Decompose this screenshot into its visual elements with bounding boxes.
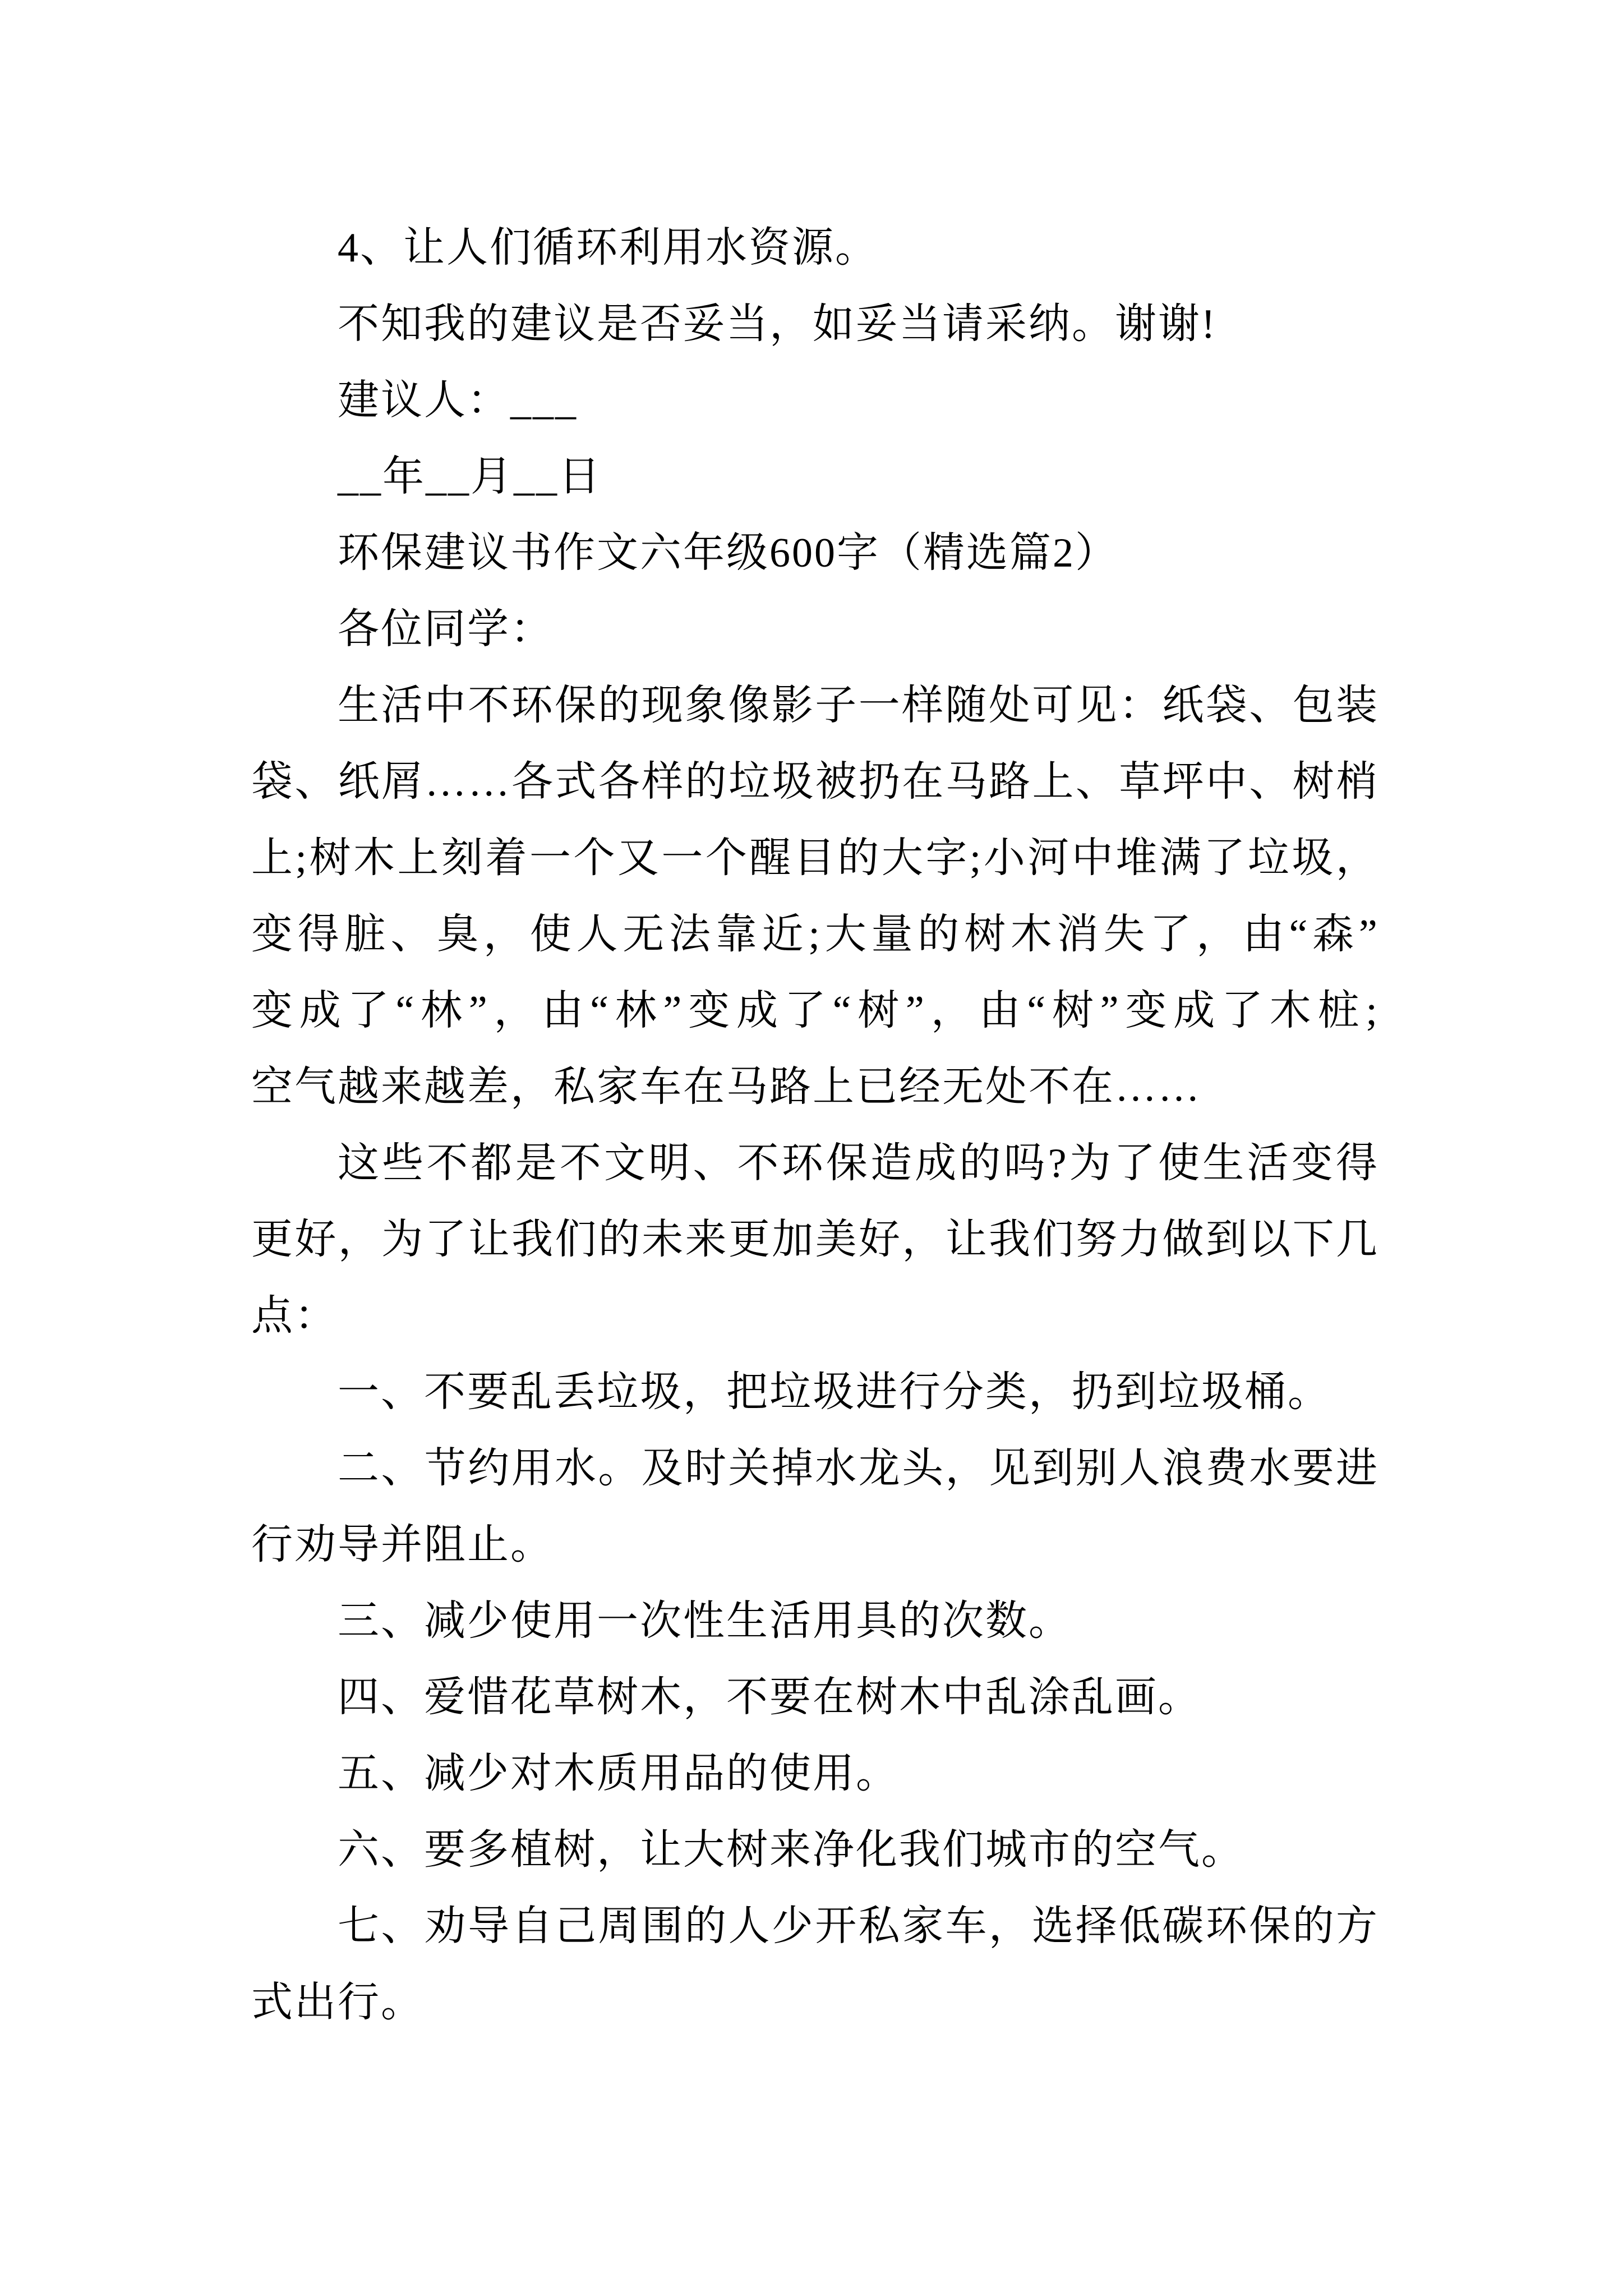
text-char: 的 <box>1292 1903 1334 1949</box>
text-char: “ <box>832 988 851 1034</box>
text-char: 生 <box>1202 1140 1244 1186</box>
text-char: 垃 <box>728 759 770 805</box>
text-char: 文 <box>604 1140 646 1186</box>
text-char: 上 <box>1032 759 1074 805</box>
text-char: 梢 <box>1335 759 1377 805</box>
text-char: 见 <box>1075 683 1117 729</box>
text-char: 上 <box>397 835 439 881</box>
text-line <box>251 1888 1377 1964</box>
text-char: 低 <box>1119 1903 1161 1949</box>
text-char: ， <box>988 1903 1030 1949</box>
text-char: 森 <box>1312 912 1354 958</box>
text-char: 时 <box>685 1446 727 1492</box>
text-char: 了 <box>784 988 826 1034</box>
text-char: ? <box>1048 1140 1067 1186</box>
text-char: 使 <box>1158 1140 1200 1186</box>
text-char: 车 <box>945 1903 987 1949</box>
text-char: 好 <box>294 1217 336 1263</box>
text-char: 己 <box>554 1903 596 1949</box>
text-line: 不知我的建议是否妥当，如妥当请采纳。谢谢! <box>338 301 1217 347</box>
text-char: 纸 <box>338 759 380 805</box>
text-char: 个 <box>573 835 615 881</box>
text-char: 一 <box>858 683 900 729</box>
text-line: 三、减少使用一次性生活用具的次数。 <box>338 1598 1072 1644</box>
text-char: 及 <box>641 1446 683 1492</box>
text-char: 的 <box>598 683 640 729</box>
text-char: 装 <box>1335 683 1377 729</box>
text-char: 方 <box>1335 1903 1377 1949</box>
text-char: 上 <box>251 835 293 881</box>
text-char: 头 <box>902 1446 944 1492</box>
text-line: 建议人：___ <box>338 378 578 424</box>
text-char: 在 <box>902 759 944 805</box>
text-char: 的 <box>959 1140 1001 1186</box>
text-char: 不 <box>426 1140 468 1186</box>
text-line: 一、不要乱丢垃圾，把垃圾进行分类，扔到垃圾桶。 <box>338 1369 1331 1415</box>
text-char: 变 <box>1291 1140 1333 1186</box>
text-char: 都 <box>471 1140 513 1186</box>
text-char: 变 <box>1125 988 1167 1034</box>
text-char: 得 <box>1335 1140 1377 1186</box>
text-char: 用 <box>511 1446 553 1492</box>
text-char: 马 <box>945 759 987 805</box>
text-char: 的 <box>917 912 960 958</box>
text-char: 活 <box>1247 1140 1289 1186</box>
text-char: 堆 <box>1115 835 1158 881</box>
text-char: 加 <box>772 1217 814 1263</box>
text-line: 各位同学： <box>338 606 554 652</box>
text-char: 中 <box>1205 759 1247 805</box>
text-char: … <box>468 759 510 805</box>
text-char: ， <box>338 1217 380 1263</box>
text-char: 纸 <box>1162 683 1204 729</box>
text-char: 成 <box>1173 988 1215 1034</box>
text-char: 成 <box>299 988 341 1034</box>
text-char: 好 <box>859 1217 901 1263</box>
text-char: 进 <box>1335 1446 1377 1492</box>
text-char: 更 <box>728 1217 770 1263</box>
text-char: 醒 <box>749 835 791 881</box>
text-line <box>251 1430 1377 1507</box>
text-char: 一 <box>529 835 571 881</box>
text-char: 吗 <box>1003 1140 1045 1186</box>
text-char: ” <box>906 988 924 1034</box>
text-line: 式出行。 <box>251 1980 424 2026</box>
text-line <box>251 744 1377 820</box>
text-char: ” <box>468 988 487 1034</box>
text-char: 环 <box>1205 1903 1247 1949</box>
text-char: ， <box>902 1217 944 1263</box>
text-char: 臭 <box>437 912 479 958</box>
text-char: ; <box>295 835 307 881</box>
text-char: 木 <box>1010 912 1052 958</box>
text-char: 、 <box>693 1140 735 1186</box>
text-char: 各 <box>511 759 554 805</box>
text-char: 见 <box>988 1446 1030 1492</box>
text-char: 被 <box>815 759 857 805</box>
text-char: 中 <box>424 683 466 729</box>
text-char: 不 <box>559 1140 601 1186</box>
text-char: 成 <box>915 1140 957 1186</box>
text-char: 明 <box>648 1140 690 1186</box>
text-char: 、 <box>1249 683 1291 729</box>
text-char: 下 <box>1292 1217 1334 1263</box>
text-char: 可 <box>1032 683 1074 729</box>
text-char: 满 <box>1159 835 1201 881</box>
text-char: “ <box>1027 988 1046 1034</box>
text-char: 、 <box>390 912 432 958</box>
text-char: 来 <box>685 1217 727 1263</box>
text-char: 样 <box>902 683 944 729</box>
text-char: 浪 <box>1162 1446 1204 1492</box>
text-char: 子 <box>815 683 857 729</box>
text-char: 、 <box>1075 759 1117 805</box>
text-char: 周 <box>598 1903 640 1949</box>
text-char: 不 <box>468 683 510 729</box>
text-char: ; <box>969 835 981 881</box>
text-char: 费 <box>1205 1446 1247 1492</box>
text-char: 美 <box>815 1217 857 1263</box>
text-char: 劝 <box>424 1903 466 1949</box>
text-char: 随 <box>945 683 987 729</box>
text-char: 私 <box>858 1903 900 1949</box>
text-char: 大 <box>824 912 866 958</box>
text-char: 、 <box>381 1446 423 1492</box>
text-char: 要 <box>1292 1446 1334 1492</box>
text-char: ” <box>1358 912 1377 958</box>
text-char: 、 <box>1249 759 1291 805</box>
text-char: 未 <box>642 1217 684 1263</box>
text-char: 草 <box>1119 759 1161 805</box>
text-line: 环保建议书作文六年级600字（精选篇2） <box>338 530 1118 576</box>
text-char: 导 <box>468 1903 510 1949</box>
text-char: 。 <box>598 1446 640 1492</box>
text-line: 四、爱惜花草树木，不要在树木中乱涂乱画。 <box>338 1674 1201 1720</box>
text-char: 袋 <box>1205 683 1247 729</box>
text-block <box>251 210 1377 2041</box>
text-char: “ <box>590 988 608 1034</box>
text-char: 活 <box>381 683 423 729</box>
text-char: 努 <box>1075 1217 1117 1263</box>
text-char: 河 <box>1027 835 1069 881</box>
text-char: 节 <box>424 1446 466 1492</box>
text-char: 到 <box>1205 1217 1247 1263</box>
text-char: 路 <box>989 759 1031 805</box>
text-char: 保 <box>826 1140 868 1186</box>
text-char: 掉 <box>771 1446 813 1492</box>
text-char: 择 <box>1075 1903 1117 1949</box>
text-char: 个 <box>705 835 747 881</box>
text-char: 靠 <box>715 912 757 958</box>
text-char: 们 <box>1032 1217 1074 1263</box>
text-line <box>251 1202 1377 1278</box>
text-line: 点： <box>251 1293 338 1339</box>
text-char: 家 <box>902 1903 944 1949</box>
text-char: 现 <box>641 683 683 729</box>
text-char: 些 <box>382 1140 424 1186</box>
text-char: 失 <box>1103 912 1145 958</box>
text-char: 圾 <box>772 759 814 805</box>
text-char: ; <box>1366 988 1377 1034</box>
text-char: 我 <box>511 1217 554 1263</box>
text-char: 得 <box>297 912 339 958</box>
text-char: 树 <box>309 835 351 881</box>
text-char: 造 <box>870 1140 912 1186</box>
text-line: 行劝导并阻止。 <box>251 1522 554 1568</box>
text-char: ， <box>1196 912 1238 958</box>
text-char: 自 <box>511 1903 553 1949</box>
text-char: 像 <box>728 683 770 729</box>
text-char: 人 <box>1119 1446 1161 1492</box>
text-char: 人 <box>576 912 618 958</box>
text-char: 刻 <box>441 835 483 881</box>
text-char: 处 <box>988 683 1030 729</box>
text-char: 围 <box>641 1903 683 1949</box>
text-char: 变 <box>251 988 293 1034</box>
text-char: 做 <box>1162 1217 1204 1263</box>
text-char: 大 <box>881 835 923 881</box>
text-char: 了 <box>347 988 389 1034</box>
text-char: 字 <box>925 835 967 881</box>
text-char: 力 <box>1119 1217 1161 1263</box>
text-char: 七 <box>338 1903 379 1949</box>
text-char: 由 <box>1242 912 1284 958</box>
text-char: 桩 <box>1317 988 1359 1034</box>
text-char: 保 <box>1249 1903 1291 1949</box>
text-char: 消 <box>1057 912 1099 958</box>
text-char: 木 <box>353 835 395 881</box>
text-char: 脏 <box>344 912 386 958</box>
text-char: 各 <box>598 759 640 805</box>
text-char: 中 <box>1071 835 1113 881</box>
text-char: 影 <box>771 683 813 729</box>
text-line: 空气越来越差，私家车在马路上已经无处不在…… <box>251 1064 1201 1110</box>
text-char: 法 <box>669 912 711 958</box>
text-char: “ <box>395 988 414 1034</box>
text-char: 扔 <box>859 759 901 805</box>
text-char: ， <box>494 988 536 1034</box>
text-line: 六、要多植树，让大树来净化我们城市的空气。 <box>338 1827 1244 1873</box>
text-char: 由 <box>542 988 584 1034</box>
text-char: 包 <box>1292 683 1334 729</box>
text-char: 圾 <box>1292 835 1334 881</box>
text-char: 生 <box>338 683 379 729</box>
text-char: 一 <box>661 835 703 881</box>
text-char: 、 <box>294 759 336 805</box>
text-char: 的 <box>837 835 879 881</box>
text-char: 以 <box>1249 1217 1291 1263</box>
text-char: 近 <box>762 912 804 958</box>
text-char: 林 <box>615 988 657 1034</box>
text-char: 龙 <box>858 1446 900 1492</box>
text-char: 树 <box>1292 759 1334 805</box>
text-char: 树 <box>964 912 1006 958</box>
text-char: 为 <box>1069 1140 1111 1186</box>
text-char: 水 <box>554 1446 596 1492</box>
text-char: 不 <box>737 1140 779 1186</box>
text-char: 了 <box>425 1217 467 1263</box>
text-char: 约 <box>468 1446 510 1492</box>
text-char: 少 <box>771 1903 813 1949</box>
text-char: “ <box>1289 912 1308 958</box>
text-char: 屑 <box>381 759 423 805</box>
text-line <box>251 1125 1377 1202</box>
text-char: 保 <box>554 683 596 729</box>
text-char: 水 <box>1249 1446 1291 1492</box>
text-char: 关 <box>728 1446 770 1492</box>
text-line <box>251 973 1377 1049</box>
text-char: 了 <box>1204 835 1246 881</box>
text-char: 坪 <box>1162 759 1204 805</box>
text-char: 、 <box>381 1903 423 1949</box>
text-char: 环 <box>511 683 553 729</box>
text-char: 这 <box>338 1140 379 1186</box>
text-char: 们 <box>555 1217 597 1263</box>
text-char: 目 <box>793 835 835 881</box>
text-char: 变 <box>251 912 293 958</box>
text-char: 让 <box>468 1217 510 1263</box>
text-char: 使 <box>529 912 571 958</box>
text-char: ， <box>483 912 525 958</box>
text-char: 为 <box>381 1217 423 1263</box>
text-line: __年__月__日 <box>338 454 602 500</box>
text-char: 碳 <box>1162 1903 1204 1949</box>
text-line <box>251 668 1377 744</box>
text-char: 变 <box>688 988 730 1034</box>
text-char: 了 <box>1150 912 1192 958</box>
text-line <box>251 896 1377 973</box>
text-char: 袋 <box>251 759 293 805</box>
text-char: ： <box>1119 683 1161 729</box>
text-char: … <box>425 759 467 805</box>
text-char: 到 <box>1032 1446 1074 1492</box>
text-char: 成 <box>736 988 778 1034</box>
text-char: 树 <box>1052 988 1094 1034</box>
text-char: 的 <box>685 1903 727 1949</box>
text-char: 由 <box>979 988 1021 1034</box>
text-char: 我 <box>989 1217 1031 1263</box>
text-char: 选 <box>1032 1903 1074 1949</box>
text-char: 样 <box>642 759 684 805</box>
text-char: 象 <box>685 683 727 729</box>
text-char: 的 <box>598 1217 640 1263</box>
text-char: 环 <box>781 1140 823 1186</box>
text-char: 人 <box>728 1903 770 1949</box>
text-char: ” <box>1100 988 1119 1034</box>
text-char: 树 <box>857 988 900 1034</box>
text-char: 着 <box>485 835 527 881</box>
text-line <box>251 820 1377 896</box>
text-char: ， <box>1335 835 1377 881</box>
text-char: ， <box>945 1446 987 1492</box>
text-char: ， <box>930 988 972 1034</box>
text-char: 林 <box>421 988 463 1034</box>
text-char: 更 <box>251 1217 293 1263</box>
text-char: 开 <box>815 1903 857 1949</box>
text-char: 量 <box>871 912 913 958</box>
text-char: 了 <box>1221 988 1263 1034</box>
text-char: 别 <box>1075 1446 1117 1492</box>
text-char: 的 <box>685 759 727 805</box>
text-char: 了 <box>1113 1140 1155 1186</box>
text-char: 几 <box>1335 1217 1377 1263</box>
text-char: ; <box>808 912 820 958</box>
text-char: ” <box>663 988 682 1034</box>
text-char: 水 <box>815 1446 857 1492</box>
text-char: 无 <box>623 912 665 958</box>
text-char: 垃 <box>1247 835 1289 881</box>
text-char: 木 <box>1269 988 1311 1034</box>
text-char: 又 <box>617 835 659 881</box>
text-char: 式 <box>555 759 597 805</box>
text-line: 五、减少对木质用品的使用。 <box>338 1751 899 1797</box>
text-char: 小 <box>983 835 1025 881</box>
text-char: 二 <box>338 1446 379 1492</box>
text-line: 4、让人们循环利用水资源。 <box>338 225 878 271</box>
text-char: 是 <box>515 1140 557 1186</box>
text-char: 让 <box>945 1217 987 1263</box>
